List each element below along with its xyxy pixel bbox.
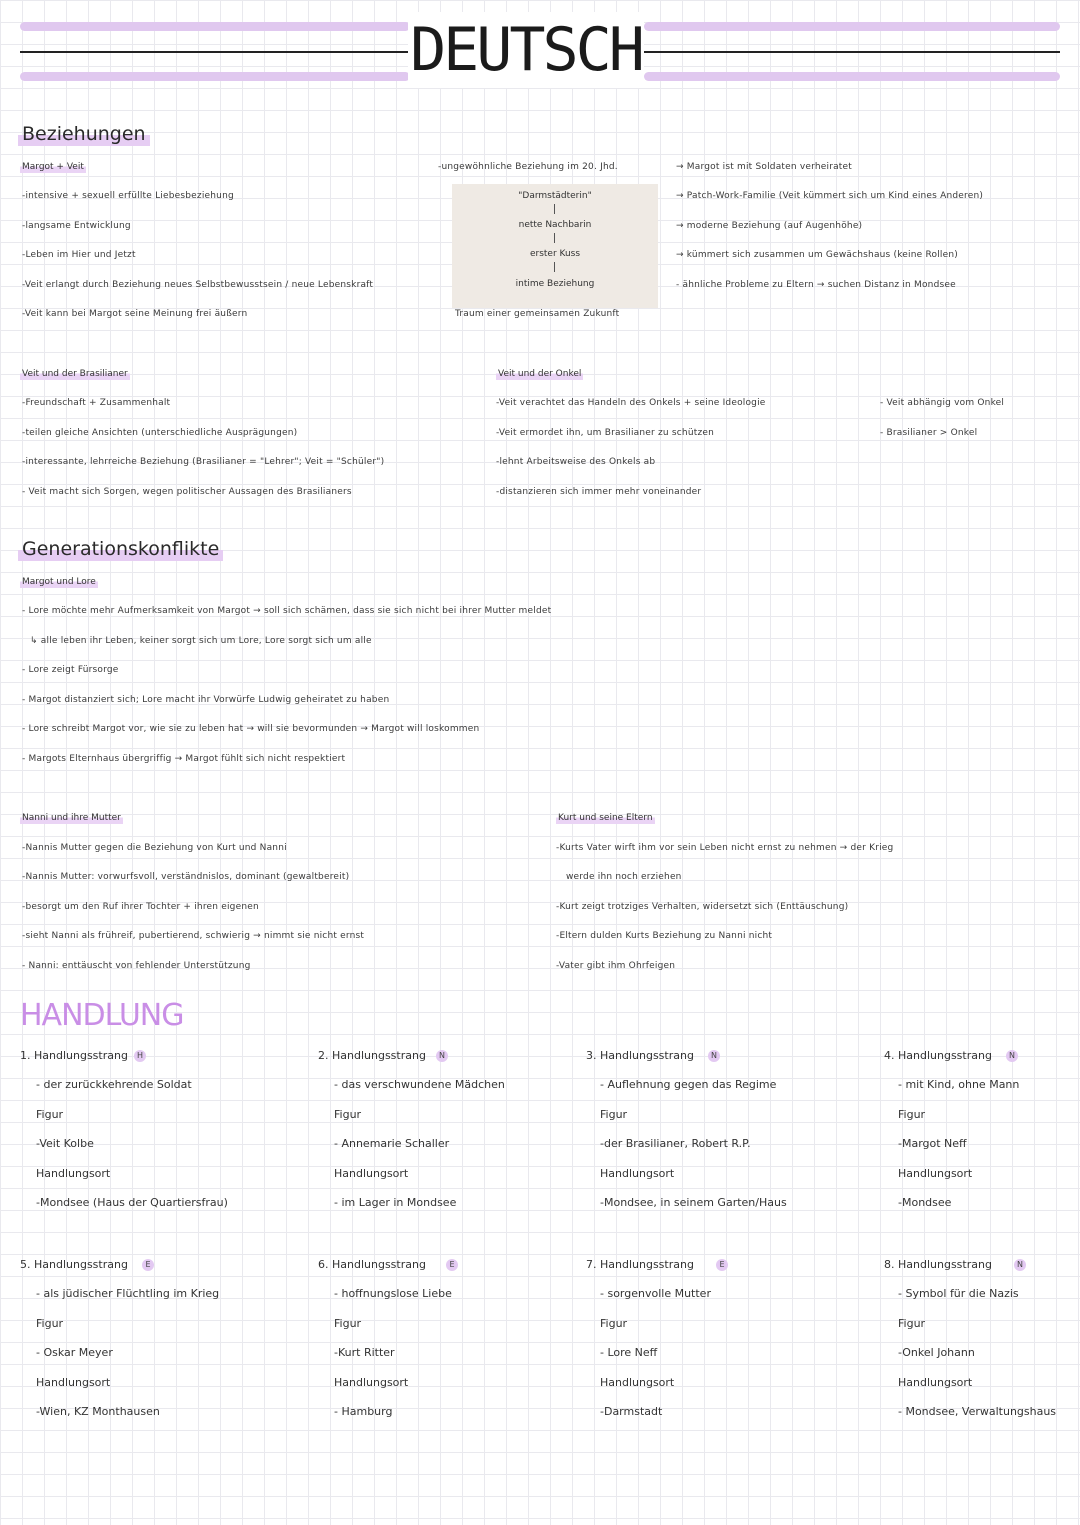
diagram-connector — [554, 262, 555, 272]
note-line: → Margot ist mit Soldaten verheiratet — [676, 162, 853, 172]
subheading-nanni-mutter: Nanni und ihre Mutter — [22, 813, 121, 823]
figur-label: Figur — [36, 1317, 64, 1330]
ort-label: Handlungsort — [898, 1376, 973, 1389]
subheading-kurt-eltern: Kurt und seine Eltern — [558, 813, 653, 823]
note-line: - Veit macht sich Sorgen, wegen politischer Aussagen des Brasilianers — [22, 487, 352, 497]
strand-title: 6. Handlungsstrang — [318, 1258, 426, 1271]
note-line: -Kurt zeigt trotziges Verhalten, widersetzt sich (Enttäuschung) — [556, 902, 849, 912]
note-line: - Lore möchte mehr Aufmerksamkeit von Margot → soll sich schämen, dass sie sich nicht bei ihrer Mutter meldet — [22, 606, 552, 616]
note-line: -interessante, lehrreiche Beziehung (Brasilianer = "Lehrer"; Veit = "Schüler") — [22, 457, 385, 467]
strand-title: 8. Handlungsstrang — [884, 1258, 992, 1271]
strand-ort: - im Lager in Mondsee — [334, 1196, 457, 1209]
diagram-node: nette Nachbarin — [518, 220, 592, 230]
strand-title: 3. Handlungsstrang — [586, 1049, 694, 1062]
strand-desc: - Auflehnung gegen das Regime — [600, 1078, 777, 1091]
note-line: -langsame Entwicklung — [22, 221, 131, 231]
note-line: - Veit abhängig vom Onkel — [880, 398, 1005, 408]
subheading-veit-brasilianer: Veit und der Brasilianer — [22, 369, 128, 379]
strand-title: 2. Handlungsstrang — [318, 1049, 426, 1062]
strand-ort: -Mondsee — [898, 1196, 952, 1209]
figur-label: Figur — [334, 1317, 362, 1330]
diagram-connector — [554, 233, 555, 243]
strand-badge: N — [1006, 1050, 1018, 1062]
strand-badge: E — [142, 1259, 154, 1271]
strand-badge: N — [1014, 1259, 1026, 1271]
note-line: - Margots Elternhaus übergriffig → Margot fühlt sich nicht respektiert — [22, 754, 346, 764]
strand-title: 1. Handlungsstrang — [20, 1049, 128, 1062]
ort-label: Handlungsort — [334, 1376, 409, 1389]
note-line: -Leben im Hier und Jetzt — [22, 250, 136, 260]
note-line: → moderne Beziehung (auf Augenhöhe) — [676, 221, 863, 231]
figur-label: Figur — [898, 1317, 926, 1330]
strand-figur: -Veit Kolbe — [36, 1137, 94, 1150]
note-line: -sieht Nanni als frühreif, pubertierend, schwierig → nimmt sie nicht ernst — [22, 931, 365, 941]
note-line: -lehnt Arbeitsweise des Onkels ab — [496, 457, 656, 467]
ort-label: Handlungsort — [898, 1167, 973, 1180]
strand-figur: -Kurt Ritter — [334, 1346, 395, 1359]
diagram-node: "Darmstädterin" — [518, 191, 592, 201]
strand-ort: - Mondsee, Verwaltungshaus — [898, 1405, 1057, 1418]
strand-figur: -Onkel Johann — [898, 1346, 975, 1359]
note-line: -Nannis Mutter: vorwurfsvoll, verständnislos, dominant (gewaltbereit) — [22, 872, 350, 882]
section-heading-generationskonflikte: Generationskonflikte — [18, 537, 223, 561]
figur-label: Figur — [334, 1108, 362, 1121]
figur-label: Figur — [36, 1108, 64, 1121]
page-title: DEUTSCH — [408, 12, 644, 88]
figur-label: Figur — [898, 1108, 926, 1121]
strand-ort: -Darmstadt — [600, 1405, 663, 1418]
section-heading-beziehungen: Beziehungen — [18, 122, 150, 146]
note-line: -Vater gibt ihm Ohrfeigen — [556, 961, 676, 971]
note-line: -distanzieren sich immer mehr voneinander — [496, 487, 702, 497]
note-line: -Veit erlangt durch Beziehung neues Selbstbewusstsein / neue Lebenskraft — [22, 280, 374, 290]
strand-badge: H — [134, 1050, 146, 1062]
diagram-node: erster Kuss — [529, 249, 581, 259]
strand-ort: -Wien, KZ Monthausen — [36, 1405, 160, 1418]
strand-badge: N — [436, 1050, 448, 1062]
note-line: -Nannis Mutter gegen die Beziehung von Kurt und Nanni — [22, 843, 287, 853]
strand-figur: - Lore Neff — [600, 1346, 658, 1359]
strand-figur: -der Brasilianer, Robert R.P. — [600, 1137, 751, 1150]
note-line: ↳ alle leben ihr Leben, keiner sorgt sich um Lore, Lore sorgt sich um alle — [30, 636, 372, 646]
strand-badge: E — [716, 1259, 728, 1271]
note-line: -besorgt um den Ruf ihrer Tochter + ihren eigenen — [22, 902, 259, 912]
header-line-right — [644, 51, 1060, 53]
header-bar-right-top — [644, 22, 1060, 31]
subheading-veit-onkel: Veit und der Onkel — [498, 369, 582, 379]
note-line: - Brasilianer > Onkel — [880, 428, 978, 438]
strand-figur: - Oskar Meyer — [36, 1346, 113, 1359]
note-line: werde ihn noch erziehen — [566, 872, 682, 882]
note-line: - ähnliche Probleme zu Eltern → suchen Distanz in Mondsee — [676, 280, 956, 290]
strand-ort: - Hamburg — [334, 1405, 393, 1418]
strand-title: 4. Handlungsstrang — [884, 1049, 992, 1062]
diagram-node: intime Beziehung — [515, 279, 595, 289]
note-line: -teilen gleiche Ansichten (unterschiedliche Ausprägungen) — [22, 428, 298, 438]
strand-desc: - hoffnungslose Liebe — [334, 1287, 452, 1300]
header-bar-right-bottom — [644, 72, 1060, 81]
ort-label: Handlungsort — [36, 1376, 111, 1389]
strand-badge: E — [446, 1259, 458, 1271]
strand-ort: -Mondsee, in seinem Garten/Haus — [600, 1196, 787, 1209]
strand-desc: - das verschwundene Mädchen — [334, 1078, 505, 1091]
ort-label: Handlungsort — [600, 1376, 675, 1389]
header-bar-left-top — [20, 22, 410, 31]
note-line: -intensive + sexuell erfüllte Liebesbeziehung — [22, 191, 234, 201]
strand-ort: -Mondsee (Haus der Quartiersfrau) — [36, 1196, 228, 1209]
note-line: - Lore zeigt Fürsorge — [22, 665, 119, 675]
header-line-left — [20, 51, 410, 53]
note-line: -Kurts Vater wirft ihm vor sein Leben nicht ernst zu nehmen → der Krieg — [556, 843, 894, 853]
strand-badge: N — [708, 1050, 720, 1062]
note-line: - Lore schreibt Margot vor, wie sie zu leben hat → will sie bevormunden → Margot will loskommen — [22, 724, 480, 734]
strand-figur: -Margot Neff — [898, 1137, 967, 1150]
ort-label: Handlungsort — [600, 1167, 675, 1180]
strand-figur: - Annemarie Schaller — [334, 1137, 450, 1150]
strand-desc: - als jüdischer Flüchtling im Krieg — [36, 1287, 220, 1300]
note-line: → kümmert sich zusammen um Gewächshaus (keine Rollen) — [676, 250, 958, 260]
strand-title: 5. Handlungsstrang — [20, 1258, 128, 1271]
diagram-node: Traum einer gemeinsamen Zukunft — [455, 309, 620, 319]
strand-desc: - sorgenvolle Mutter — [600, 1287, 711, 1300]
strand-desc: - mit Kind, ohne Mann — [898, 1078, 1020, 1091]
diagram-connector — [554, 204, 555, 214]
ort-label: Handlungsort — [334, 1167, 409, 1180]
subheading-margot-veit: Margot + Veit — [22, 162, 84, 172]
note-line: -Freundschaft + Zusammenhalt — [22, 398, 171, 408]
figur-label: Figur — [600, 1317, 628, 1330]
strand-title: 7. Handlungsstrang — [586, 1258, 694, 1271]
note-line: -Veit ermordet ihn, um Brasilianer zu schützen — [496, 428, 715, 438]
ort-label: Handlungsort — [36, 1167, 111, 1180]
strand-desc: - Symbol für die Nazis — [898, 1287, 1019, 1300]
note-line: -Eltern dulden Kurts Beziehung zu Nanni nicht — [556, 931, 773, 941]
note-line: -Veit verachtet das Handeln des Onkels + seine Ideologie — [496, 398, 766, 408]
note-line: - Margot distanziert sich; Lore macht ihr Vorwürfe Ludwig geheiratet zu haben — [22, 695, 390, 705]
relationship-progression-diagram — [452, 184, 658, 308]
subheading-margot-lore: Margot und Lore — [22, 577, 96, 587]
strand-desc: - der zurückkehrende Soldat — [36, 1078, 192, 1091]
header-bar-left-bottom — [20, 72, 410, 81]
note-line: -Veit kann bei Margot seine Meinung frei äußern — [22, 309, 248, 319]
note-line: - Nanni: enttäuscht von fehlender Unterstützung — [22, 961, 251, 971]
note-line: → Patch-Work-Familie (Veit kümmert sich um Kind eines Anderen) — [676, 191, 984, 201]
note-line: -ungewöhnliche Beziehung im 20. Jhd. — [438, 162, 618, 172]
figur-label: Figur — [600, 1108, 628, 1121]
section-heading-handlung: HANDLUNG — [20, 998, 184, 1033]
